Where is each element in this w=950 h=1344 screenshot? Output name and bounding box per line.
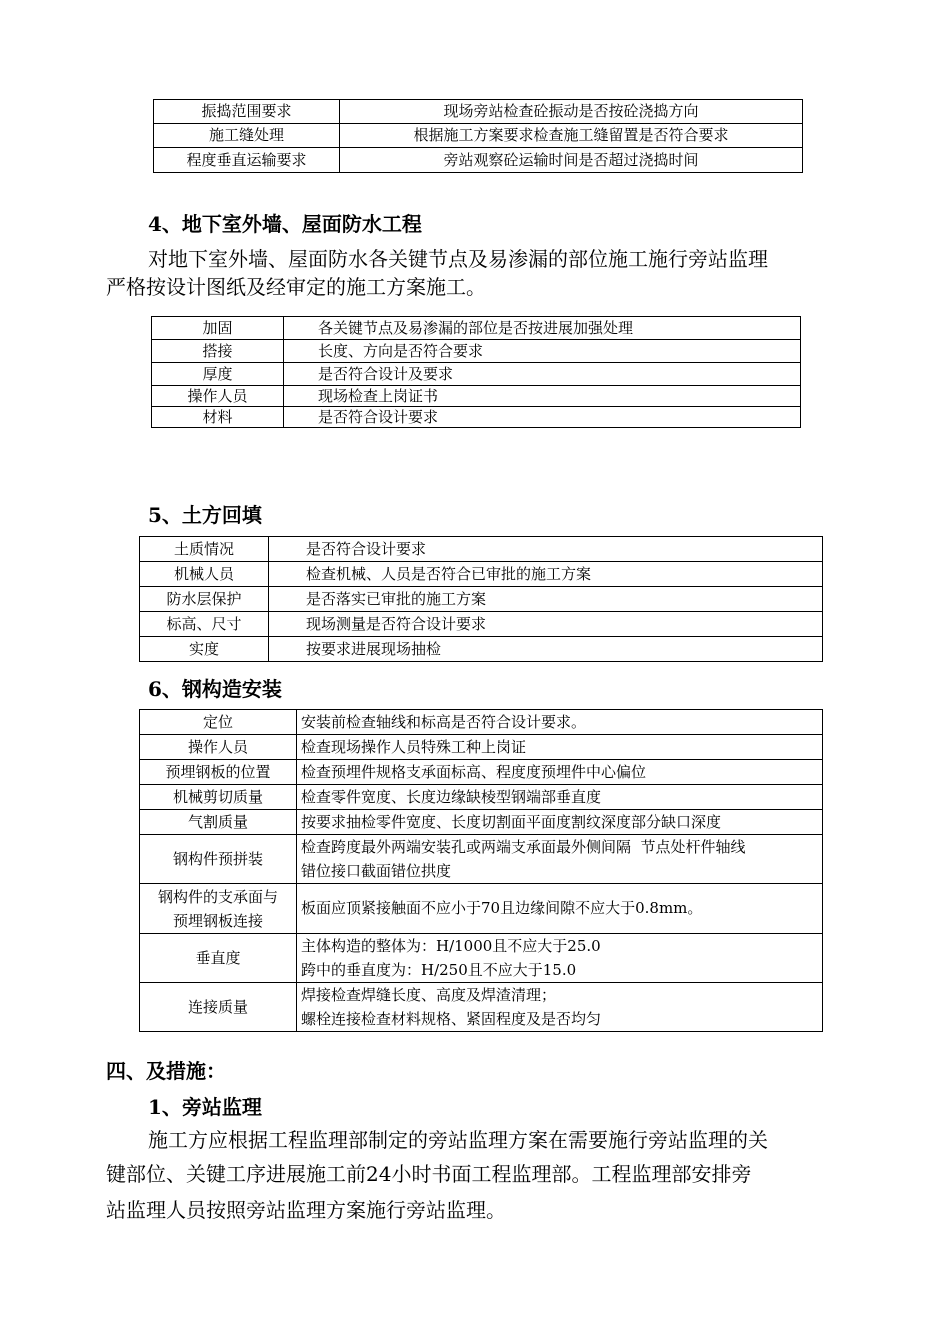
- table-cell: 垂直度: [140, 934, 297, 983]
- table-row: [140, 587, 823, 612]
- table-cell: 程度垂直运输要求: [154, 148, 340, 173]
- table-cell: 检查机械、人员是否符合已审批的施工方案: [269, 562, 823, 587]
- table-cell: 定位: [140, 710, 297, 735]
- cell-line: 焊接检查焊缝长度、高度及焊渣清理；: [301, 986, 557, 1004]
- section-heading: 6、钢构造安装: [148, 677, 282, 701]
- table-row: [140, 637, 823, 662]
- table-row: [152, 363, 801, 386]
- table-cell: 各关键节点及易渗漏的部位是否按进展加强处理: [284, 317, 801, 340]
- table-cell: 检查零件宽度、长度边缘缺棱型钢端部垂直度: [297, 785, 823, 810]
- table-row: [140, 884, 823, 934]
- table-row: [152, 407, 801, 428]
- table-row: [152, 317, 801, 340]
- cell-line: 螺栓连接检查材料规格、紧固程度及是否均匀: [301, 1010, 602, 1028]
- table-cell: 长度、方向是否符合要求: [284, 340, 801, 363]
- paragraph-line: 键部位、关键工序进展施工前24小时书面工程监理部。工程监理部安排旁: [106, 1162, 752, 1186]
- table-row: [140, 735, 823, 760]
- table-waterproofing: [151, 316, 801, 428]
- table-cell: 旁站观察砼运输时间是否超过浇捣时间: [340, 148, 803, 173]
- table-cell: 是否符合设计及要求: [284, 363, 801, 386]
- cell-line: 错位接口截面错位拱度: [301, 862, 452, 880]
- cell-line: 检查跨度最外两端安装孔或两端支承面最外侧间隔 节点处杆件轴线: [301, 838, 746, 856]
- table-cell: 操作人员: [152, 386, 284, 407]
- paragraph-line: 对地下室外墙、屋面防水各关键节点及易渗漏的部位施工施行旁站监理: [148, 247, 768, 271]
- table-row: [140, 537, 823, 562]
- table-row: [154, 124, 803, 148]
- table-cell: 防水层保护: [140, 587, 269, 612]
- table-row: [152, 386, 801, 407]
- table-backfill: [139, 536, 823, 662]
- table-cell: 搭接: [152, 340, 284, 363]
- table-cell: 现场旁站检查砼振动是否按砼浇捣方向: [340, 100, 803, 124]
- table-row: [140, 934, 823, 983]
- table-cell: [297, 934, 823, 983]
- table-cell: [140, 884, 297, 934]
- table-cell: 安装前检查轴线和标高是否符合设计要求。: [297, 710, 823, 735]
- table-cell: 根据施工方案要求检查施工缝留置是否符合要求: [340, 124, 803, 148]
- paragraph-line: 施工方应根据工程监理部制定的旁站监理方案在需要施行旁站监理的关: [148, 1128, 768, 1152]
- paragraph-line: 站监理人员按照旁站监理方案施行旁站监理。: [106, 1198, 506, 1222]
- table-cell: 施工缝处理: [154, 124, 340, 148]
- table-cell: 机械人员: [140, 562, 269, 587]
- table-row: [140, 983, 823, 1032]
- table-cell: 检查预埋件规格支承面标高、程度度预埋件中心偏位: [297, 760, 823, 785]
- table-cell: 振捣范围要求: [154, 100, 340, 124]
- table-cell: 现场检查上岗证书: [284, 386, 801, 407]
- subsection-heading: 1、旁站监理: [148, 1095, 262, 1119]
- table-row: [140, 760, 823, 785]
- table-row: [140, 562, 823, 587]
- section-heading: 5、土方回填: [148, 503, 262, 527]
- table-cell: 操作人员: [140, 735, 297, 760]
- table-cell: 气割质量: [140, 810, 297, 835]
- table-cell: 钢构件预拼装: [140, 835, 297, 884]
- table-cell: 材料: [152, 407, 284, 428]
- table-row: [140, 612, 823, 637]
- table-cell: 按要求抽检零件宽度、长度切割面平面度割纹深度部分缺口深度: [297, 810, 823, 835]
- table-cell: [297, 983, 823, 1032]
- section-heading: 4、地下室外墙、屋面防水工程: [148, 212, 422, 236]
- table-row: [140, 810, 823, 835]
- table-cell: 土质情况: [140, 537, 269, 562]
- table-cell: 是否落实已审批的施工方案: [269, 587, 823, 612]
- table-row: [140, 835, 823, 884]
- paragraph-line: 严格按设计图纸及经审定的施工方案施工。: [106, 275, 486, 299]
- table-cell: 预埋钢板的位置: [140, 760, 297, 785]
- table-cell: 检查现场操作人员特殊工种上岗证: [297, 735, 823, 760]
- table-cell: 加固: [152, 317, 284, 340]
- table-row: [154, 148, 803, 173]
- cell-line: 预埋钢板连接: [172, 911, 263, 930]
- table-cell: 按要求进展现场抽检: [269, 637, 823, 662]
- table-cell: 现场测量是否符合设计要求: [269, 612, 823, 637]
- table-row: [152, 340, 801, 363]
- cell-line: 跨中的垂直度为：H/250且不应大于15.0: [301, 961, 577, 979]
- cell-line: 主体构造的整体为：H/1000且不应大于25.0: [301, 937, 601, 955]
- table-cell: 连接质量: [140, 983, 297, 1032]
- table-cell: 厚度: [152, 363, 284, 386]
- table-row: [140, 710, 823, 735]
- table-row: [154, 100, 803, 124]
- table-cell: 是否符合设计要求: [269, 537, 823, 562]
- table-cell: 是否符合设计要求: [284, 407, 801, 428]
- table-cell: 板面应顶紧接触面不应小于70且边缘间隙不应大于0.8mm。: [297, 884, 823, 934]
- table-cell: 实度: [140, 637, 269, 662]
- section-heading: 四、及措施：: [106, 1059, 226, 1083]
- table-row: [140, 785, 823, 810]
- table-concrete-inspection: [153, 99, 803, 173]
- table-steel-structure: [139, 709, 823, 1032]
- cell-line: 钢构件的支承面与: [157, 887, 278, 906]
- table-cell: 机械剪切质量: [140, 785, 297, 810]
- table-cell: [297, 835, 823, 884]
- table-cell: 标高、尺寸: [140, 612, 269, 637]
